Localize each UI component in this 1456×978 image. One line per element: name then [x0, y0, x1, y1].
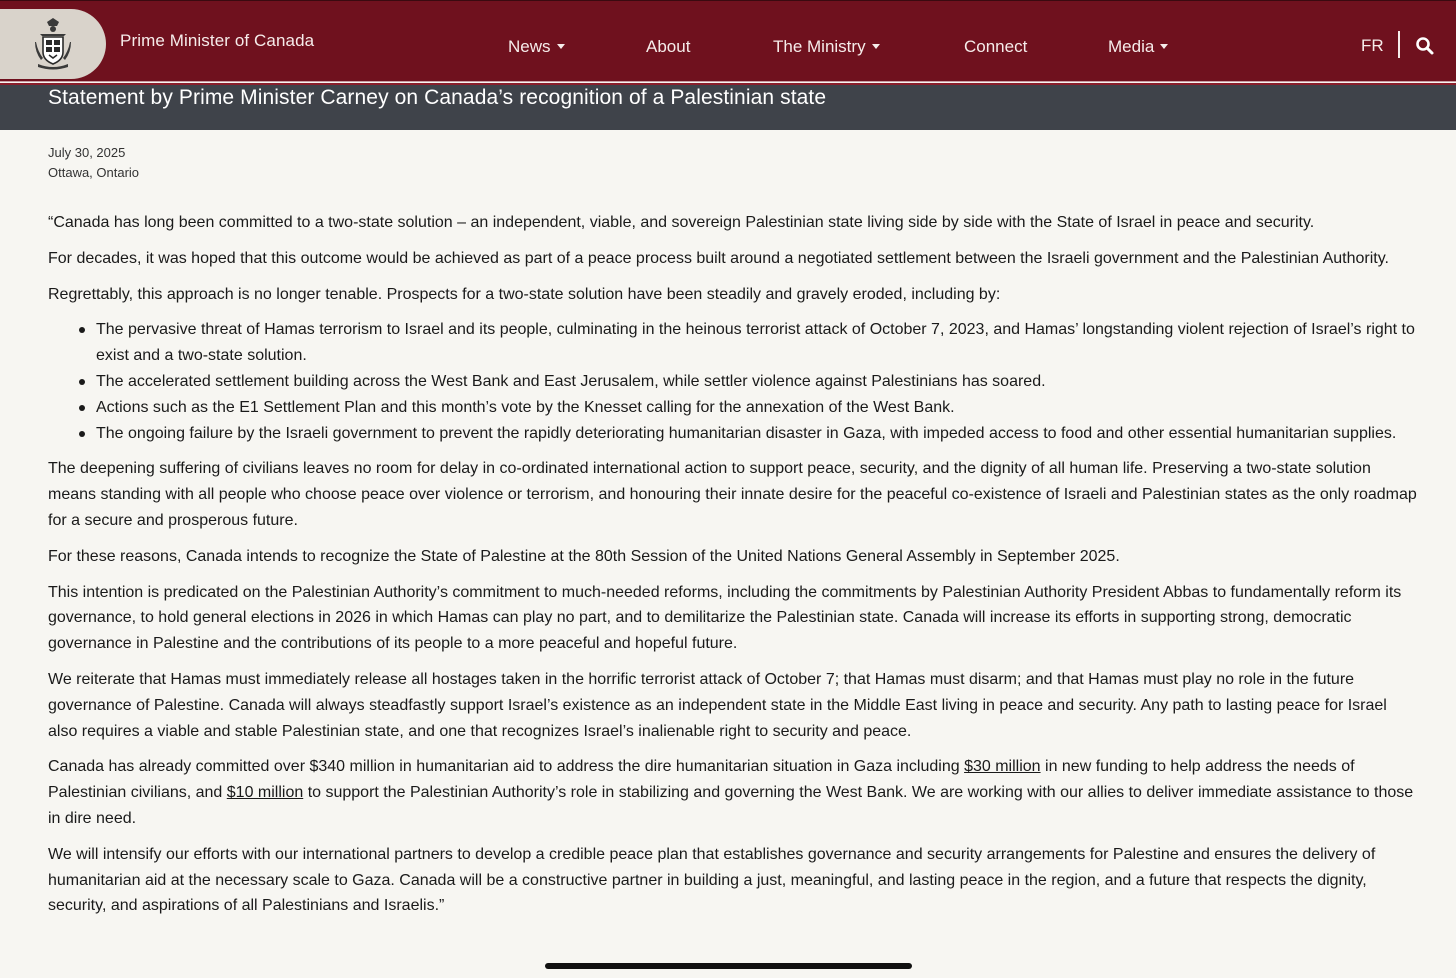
- logo-link[interactable]: [0, 9, 106, 79]
- statement-date: July 30, 2025: [48, 145, 126, 160]
- paragraph: “Canada has long been committed to a two-state solution – an independent, viable, and sovereign Palestinian state living side by side with the State of Israel in peace and security.: [48, 214, 1315, 231]
- paragraph: We will intensify our efforts with our international partners to develop a credible peace plan that establishes governance and security arrangements for Palestine and ensures the delivery of humanitarian aid at the necessary scale to Gaza. Canada will be a constructive partner in building a just, meaningful, and lasting peace in the region, and a future that respects the dignity, security, and aspirations of all Palestinians and Israelis.”: [48, 845, 1376, 915]
- coat-of-arms-icon: [34, 18, 72, 70]
- statement-location: Ottawa, Ontario: [48, 165, 140, 180]
- paragraph: This intention is predicated on the Palestinian Authority’s commitment to much-needed reforms, including the commitments by Palestinian Authority President Abbas to fundamentally reform its governance, to hold general elections in 2026 in which Hamas can play no part, and to demilitarize the Palestinian state. Canada will increase its efforts in supporting strong, democratic governance in Palestine and the contributions of its people to a more peaceful and hopeful future.: [48, 583, 1402, 653]
- list-item: Actions such as the E1 Settlement Plan and this month’s vote by the Knesset calling for the annexation of the West Bank.: [96, 395, 1418, 421]
- home-indicator[interactable]: [545, 963, 912, 969]
- chevron-down-icon: [557, 44, 565, 49]
- paragraph-funding: [48, 754, 1418, 831]
- list-item: The accelerated settlement building across the West Bank and East Jerusalem, while settler violence against Palestinians has soared.: [96, 369, 1418, 395]
- nav-news-label: News: [508, 37, 551, 56]
- bullet-list: [48, 317, 1418, 446]
- language-toggle[interactable]: FR: [1361, 36, 1384, 55]
- search-button[interactable]: [1415, 36, 1435, 56]
- nav-connect[interactable]: [964, 37, 1027, 57]
- nav-news[interactable]: [508, 37, 565, 57]
- nav-media-label: Media: [1108, 37, 1155, 56]
- list-item: The pervasive threat of Hamas terrorism to Israel and its people, culminating in the heinous terrorist attack of October 7, 2023, and Hamas’ longstanding violent rejection of Israel’s right to exist and a two-state solution.: [96, 317, 1418, 369]
- text-run: in new funding to help address the needs of Palestinian civilians, and: [48, 758, 1355, 802]
- statement-meta: [48, 143, 139, 183]
- search-icon: [1415, 36, 1435, 56]
- page-title: Statement by Prime Minister Carney on Canada’s recognition of a Palestinian state: [48, 86, 827, 109]
- nav-about[interactable]: [646, 37, 690, 57]
- chevron-down-icon: [1160, 44, 1168, 49]
- paragraph: The deepening suffering of civilians leaves no room for delay in co-ordinated international action to support peace, security, and the dignity of all human life. Preserving a two-state solution means standing with all people who choose peace over violence or terrorism, and honouring their innate desire for the peaceful co-existence of Israeli and Palestinian states as the only roadmap for a secure and prosperous future.: [48, 460, 1417, 529]
- nav-connect-label: Connect: [964, 37, 1028, 56]
- nav-media[interactable]: [1108, 37, 1168, 57]
- nav-the-ministry-label: The Ministry: [773, 37, 866, 56]
- page-title-bar: [0, 83, 1456, 130]
- text-run: Canada has already committed over $340 million in humanitarian aid to address the dire humanitarian situation in Gaza including: [48, 758, 965, 776]
- paragraph: We reiterate that Hamas must immediately release all hostages taken in the horrific terrorist attack of October 7; that Hamas must disarm; and that Hamas must play no role in the future governance of Palestine. Canada will always steadfastly support Israel’s existence as an independent state in the Middle East living in peace and security. Any path to lasting peace for Israel also requires a viable and stable Palestinian state, and one that recognizes Israel’s inalienable right to security and peace.: [48, 670, 1387, 740]
- site-header: [0, 0, 1456, 82]
- paragraph: Regrettably, this approach is no longer tenable. Prospects for a two-state solution have been steadily and gravely eroded, including by:: [48, 285, 1001, 303]
- paragraph: For decades, it was hoped that this outcome would be achieved as part of a peace process built around a negotiated settlement between the Israeli government and the Palestinian Authority.: [48, 249, 1389, 267]
- link-30-million[interactable]: $30 million: [964, 758, 1041, 776]
- nav-the-ministry[interactable]: [773, 37, 880, 57]
- paragraph: For these reasons, Canada intends to recognize the State of Palestine at the 80th Session of the United Nations General Assembly in September 2025.: [48, 547, 1120, 565]
- statement-body: [48, 210, 1418, 929]
- nav-about-label: About: [646, 37, 691, 56]
- chevron-down-icon: [872, 44, 880, 49]
- site-brand[interactable]: Prime Minister of Canada: [120, 31, 315, 50]
- link-10-million[interactable]: $10 million: [226, 784, 304, 802]
- header-divider: [1398, 31, 1400, 58]
- text-run: to support the Palestinian Authority’s role in stabilizing and governing the West Bank. We are working with our allies to deliver immediate assistance to those in dire need.: [48, 784, 1414, 827]
- list-item: The ongoing failure by the Israeli government to prevent the rapidly deteriorating humanitarian disaster in Gaza, with impeded access to food and other essential humanitarian supplies.: [96, 421, 1418, 447]
